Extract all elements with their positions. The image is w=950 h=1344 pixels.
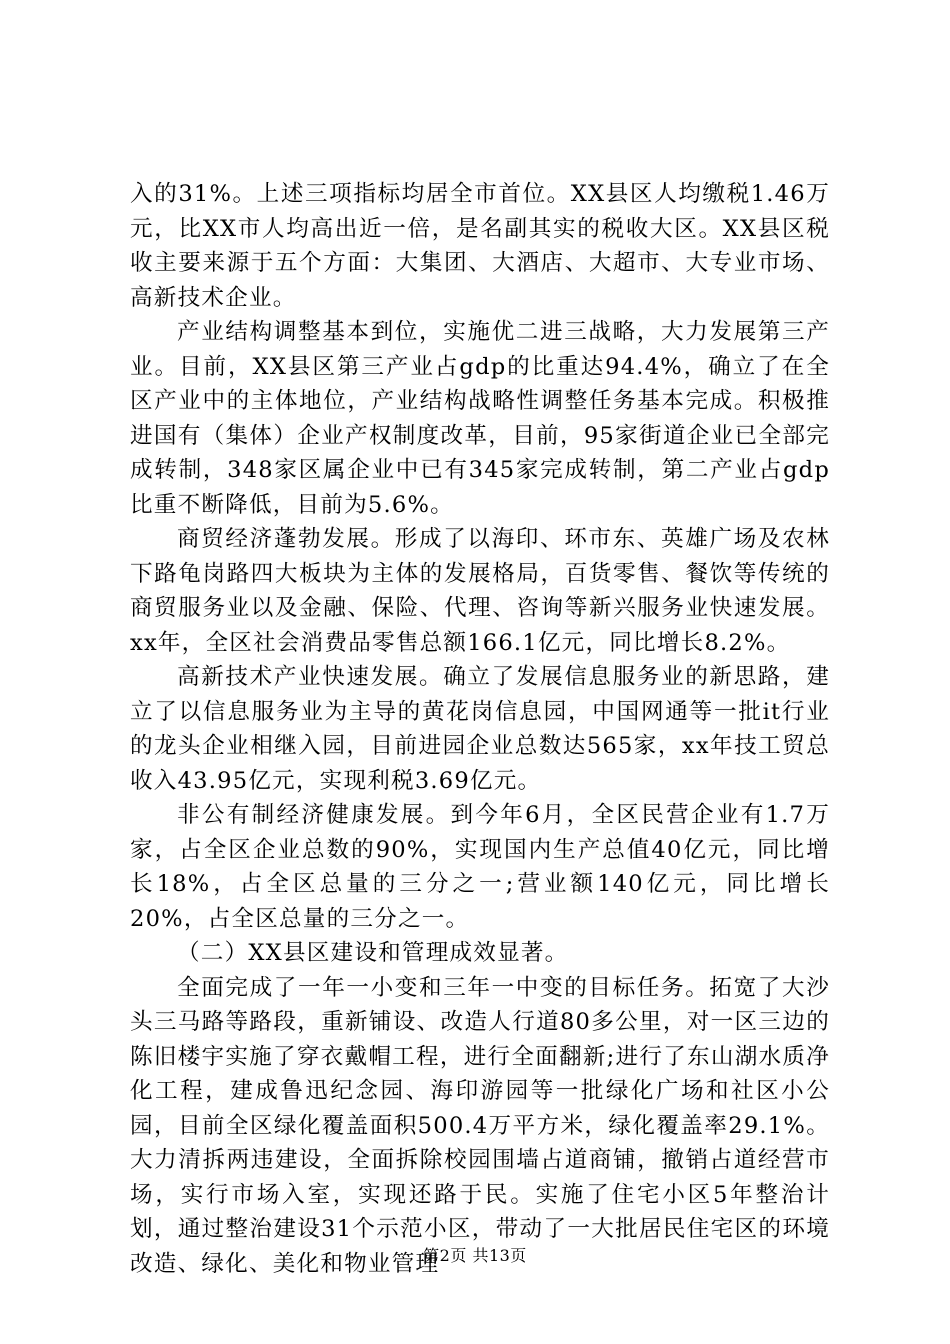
section-heading: （二）XX县区建设和管理成效显著。 — [177, 940, 569, 966]
paragraph-1: 入的31%。上述三项指标均居全市首位。XX县区人均缴税1.46万元，比XX市人均高出近一倍，是名副其实的税收大区。XX县区税收主要来源于五个方面：大集团、大酒店、大超市、大专业市场、高新技术企业。 — [130, 181, 830, 311]
paragraph-3: 商贸经济蓬勃发展。形成了以海印、环市东、英雄广场及农林下路龟岗路四大板块为主体的发展格局，百货零售、餐饮等传统的商贸服务业以及金融、保险、代理、咨询等新兴服务业快速发展。xx年，全区社会消费品零售总额166.1亿元，同比增长8.2%。 — [130, 526, 830, 656]
paragraph-4: 高新技术产业快速发展。确立了发展信息服务业的新思路，建立了以信息服务业为主导的黄花岗信息园，中国网通等一批it行业的龙头企业相继入园，目前进园企业总数达565家，xx年技工贸总收入43.95亿元，实现利税3.69亿元。 — [130, 664, 830, 794]
paragraph-5: 非公有制经济健康发展。到今年6月，全区民营企业有1.7万家，占全区企业总数的90%，实现国内生产总值40亿元，同比增长18%，占全区总量的三分之一;营业额140亿元，同比增长20%，占全区总量的三分之一。 — [130, 802, 830, 932]
document-body — [130, 177, 830, 1281]
paragraph-6: 全面完成了一年一小变和三年一中变的目标任务。拓宽了大沙头三马路等路段，重新铺设、改造人行道80多公里，对一区三边的陈旧楼宇实施了穿衣戴帽工程，进行全面翻新;进行了东山湖水质净化工程，建成鲁迅纪念园、海印游园等一批绿化广场和社区小公园，目前全区绿化覆盖面积500.4万平方米，绿化覆盖率29.1%。大力清拆两违建设，全面拆除校园围墙占道商铺，撤销占道经营市场，实行市场入室，实现还路于民。实施了住宅小区5年整治计划，通过整治建设31个示范小区，带动了一大批居民住宅区的环境改造、绿化、美化和物业管理 — [130, 974, 830, 1277]
page-number-footer: 第2页 共13页 — [423, 1246, 527, 1265]
paragraph-2: 产业结构调整基本到位，实施优二进三战略，大力发展第三产业。目前，XX县区第三产业占gdp的比重达94.4%，确立了在全区产业中的主体地位，产业结构战略性调整任务基本完成。积极推进国有（集体）企业产权制度改革，目前，95家街道企业已全部完成转制，348家区属企业中已有345家完成转制，第二产业占gdp比重不断降低，目前为5.6%。 — [130, 319, 830, 518]
